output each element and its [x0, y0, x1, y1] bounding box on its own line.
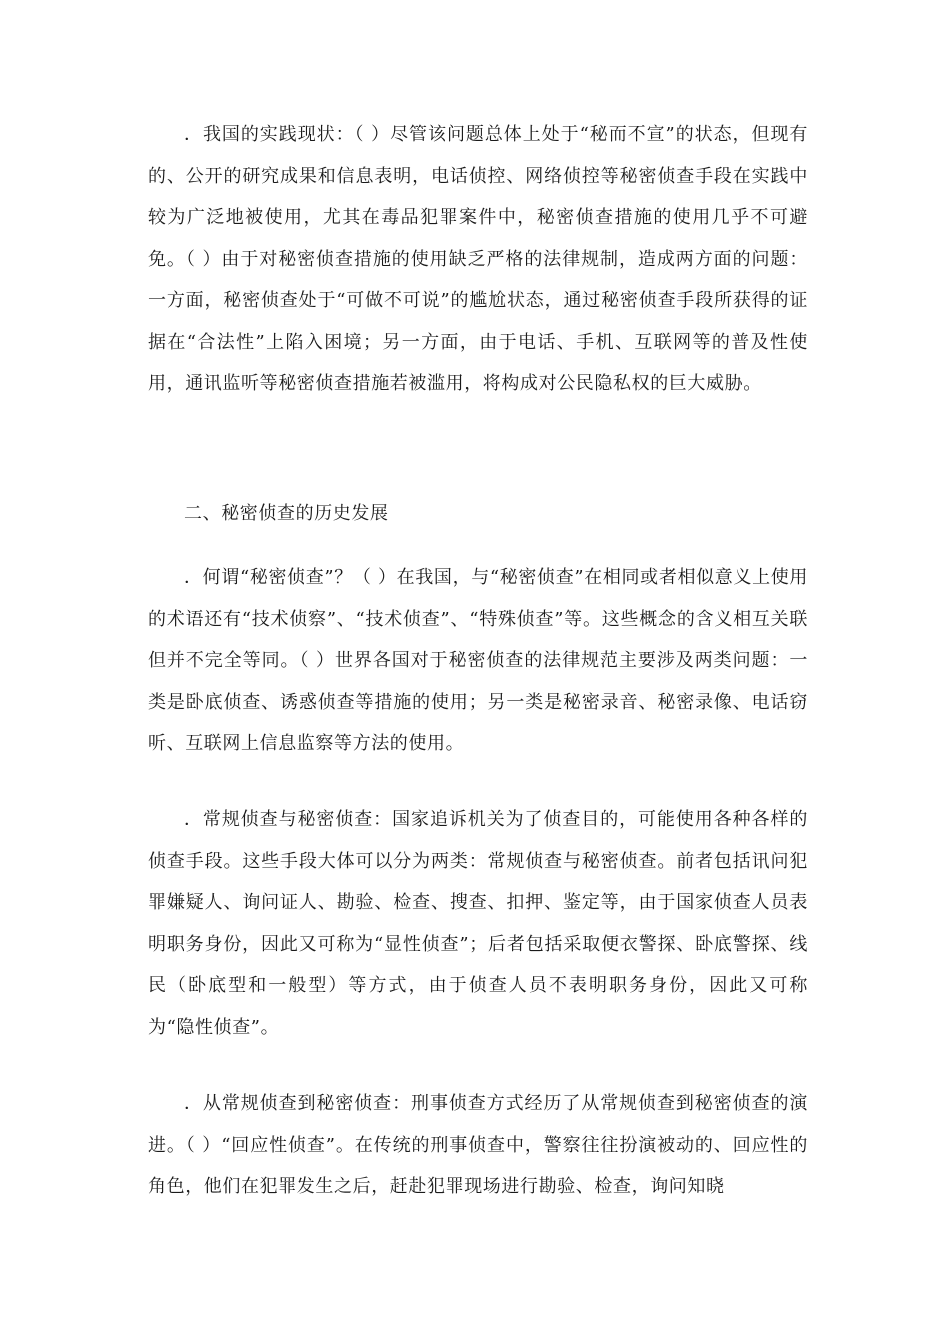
- paragraph-regular-vs-secret: ．常规侦查与秘密侦查：国家追诉机关为了侦查目的，可能使用各种各样的侦查手段。这些手段大体可以分为两类：常规侦查与秘密侦查。前者包括讯问犯罪嫌疑人、询问证人、勘验、检查、搜查、扣押、鉴定等，由于国家侦查人员表明职务身份，因此又可称为“显性侦查”；后者包括采取便衣警探、卧底警探、线民（卧底型和一般型）等方式，由于侦查人员不表明职务身份，因此又可称为“隐性侦查”。: [148, 809, 808, 1038]
- paragraph-regular-to-secret: ．从常规侦查到秘密侦查：刑事侦查方式经历了从常规侦查到秘密侦查的演进。（ ）“回应性侦查”。在传统的刑事侦查中，警察往往扮演被动的、回应性的角色，他们在犯罪发生之后，赶赴犯罪现场进行勘验、检查，询问知晓: [148, 1093, 808, 1197]
- section-heading-history: 二、秘密侦查的历史发展: [184, 503, 389, 524]
- paragraph-what-is-secret-investigation: ．何谓“秘密侦查”？（ ）在我国，与“秘密侦查”在相同或者相似意义上使用的术语还有“技术侦察”、“技术侦查”、“特殊侦查”等。这些概念的含义相互关联但并不完全等同。（ ）世界各国对于秘密侦查的法律规范主要涉及两类问题：一类是卧底侦查、诱惑侦查等措施的使用；另一类是秘密录音、秘密录像、电话窃听、互联网上信息监察等方法的使用。: [148, 567, 808, 754]
- paragraph-practice-status: ．我国的实践现状：（ ）尽管该问题总体上处于“秘而不宣”的状态，但现有的、公开的研究成果和信息表明，电话侦控、网络侦控等秘密侦查手段在实践中较为广泛地被使用，尤其在毒品犯罪案件中，秘密侦查措施的使用几乎不可避免。（ ）由于对秘密侦查措施的使用缺乏严格的法律规制，造成两方面的问题：一方面，秘密侦查处于“可做不可说”的尴尬状态，通过秘密侦查手段所获得的证据在“合法性”上陷入困境；另一方面，由于电话、手机、互联网等的普及性使用，通讯监听等秘密侦查措施若被滥用，将构成对公民隐私权的巨大威胁。: [148, 124, 808, 394]
